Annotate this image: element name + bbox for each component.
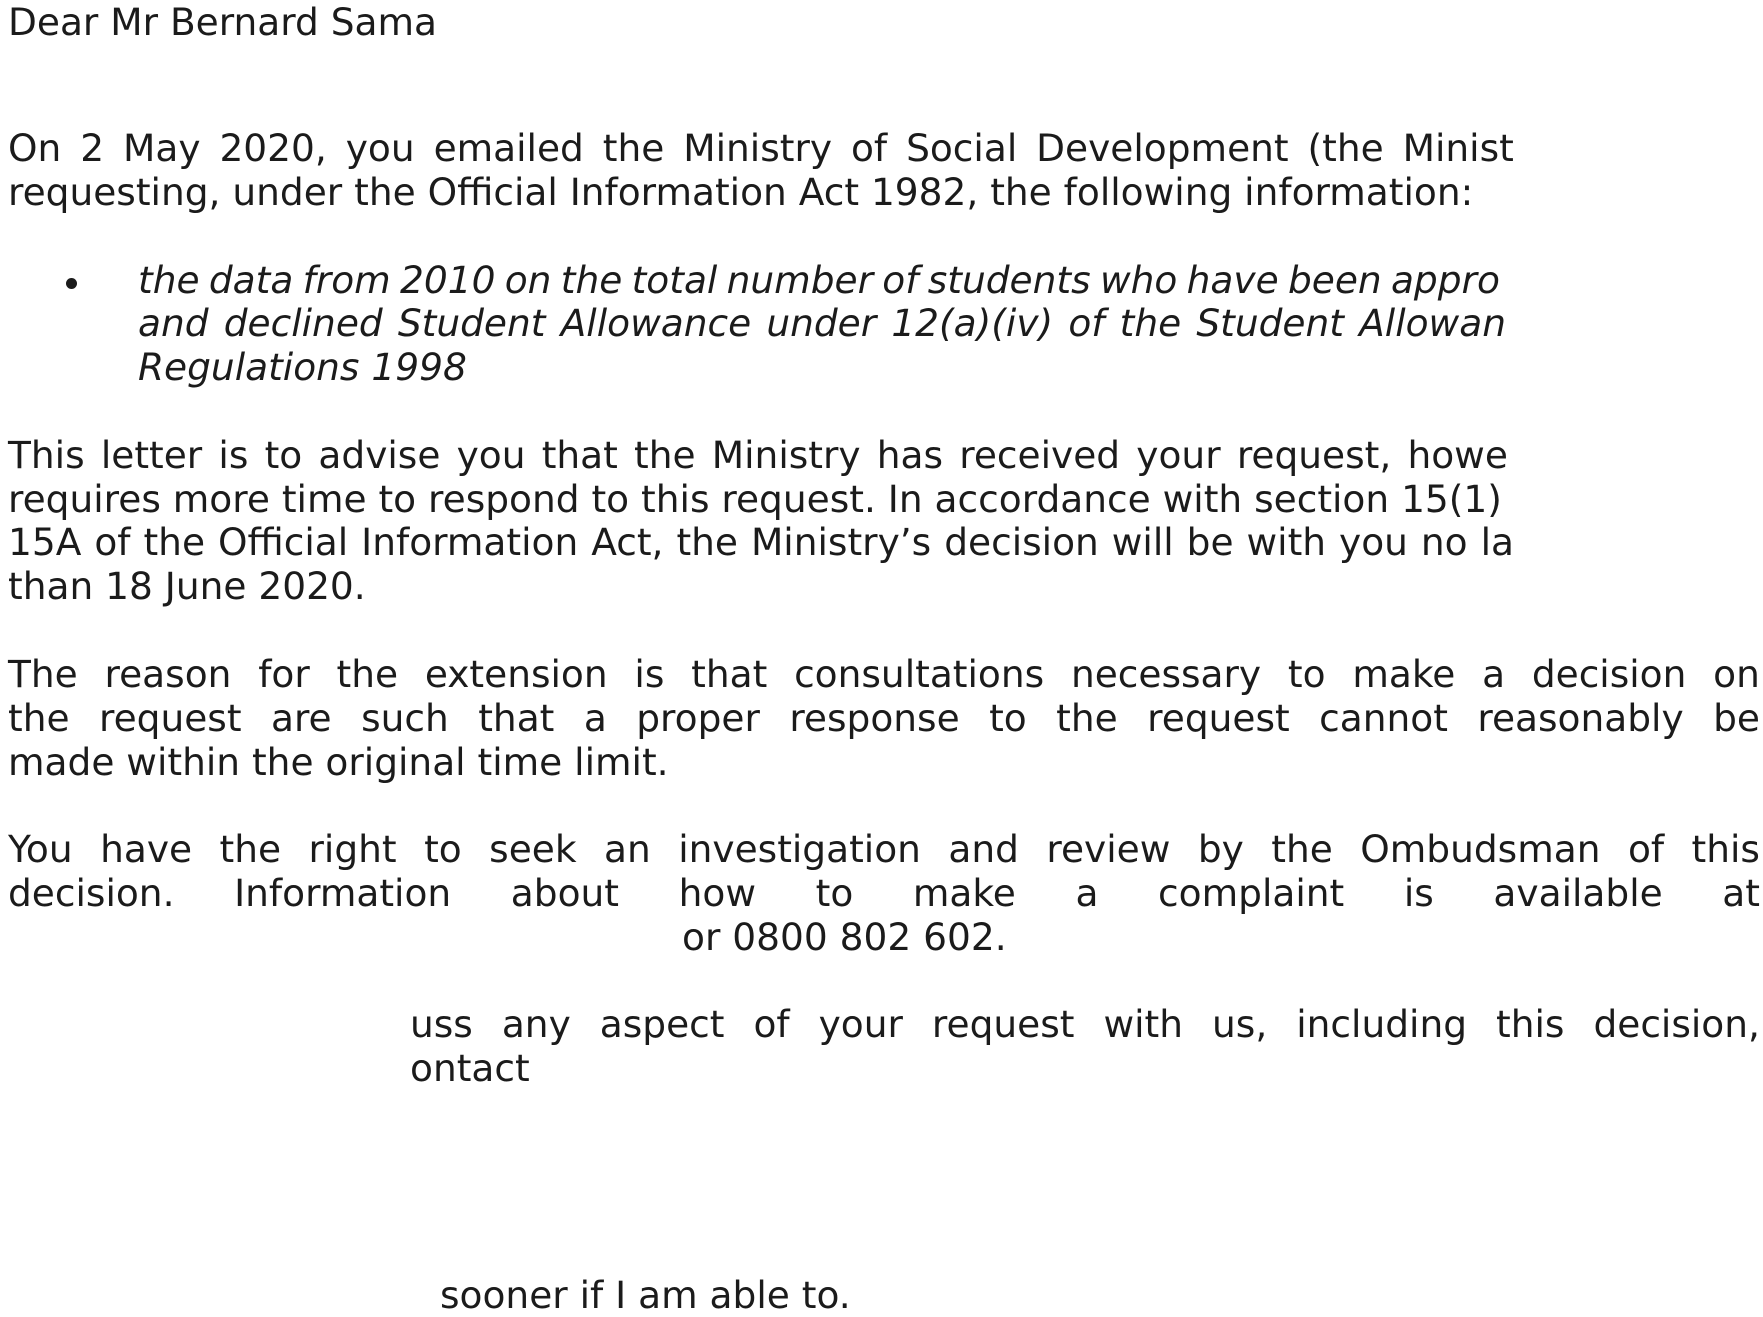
word: uss [410,1002,473,1046]
word: us, [1212,1002,1268,1046]
word: the [143,520,206,564]
word: of [753,1002,790,1046]
bullet-line3: Regulations 1998 [138,345,467,389]
closing-line: sooner if I am able to. [440,1273,851,1317]
word: to [989,696,1027,740]
word: Information [234,871,452,915]
word: advise [318,433,441,477]
word: howe [1407,433,1508,477]
word: will [1111,520,1174,564]
word: at [1722,871,1760,915]
word: to [424,827,462,871]
word: that [691,652,768,696]
word: a [1075,871,1099,915]
word: emailed [433,126,584,170]
para4-line2 [8,871,1760,915]
word: of [1068,301,1105,345]
word: Minist [1402,126,1514,170]
word: the [560,258,623,302]
para1-line2: requesting, under the Official Information Act 1982, the following information: [8,170,1474,214]
word: consultations [794,652,1045,696]
word: 2010 [400,258,496,302]
word: has [876,433,944,477]
word: make [912,871,1016,915]
word: total [631,258,718,302]
word: a [1482,652,1506,696]
word: the [336,652,399,696]
word: 15A [8,520,82,564]
word: Ministry’s [750,520,932,564]
word: including [1296,1002,1468,1046]
word: received [959,433,1121,477]
word: decision, [1593,1002,1760,1046]
word: the [138,258,200,302]
word: Ministry [683,126,833,170]
word: you [456,433,526,477]
word: your [818,1002,903,1046]
word: the [219,827,282,871]
word: Ministry [711,433,861,477]
word: the [1271,827,1333,871]
para3-line2 [8,696,1760,740]
para2-line3 [8,520,1514,564]
word: This [8,433,85,477]
para2-line2: requires more time to respond to this request. In accordance with section 15(1) [8,477,1502,521]
para1-line1 [8,126,1514,170]
word: declined [223,301,383,345]
word: investigation [678,827,921,871]
word: seek [489,827,577,871]
word: Allowance [560,301,752,345]
word: the [602,126,665,170]
word: who [1099,258,1178,302]
word: decision [944,520,1099,564]
para3-line1 [8,652,1760,696]
word: students [927,258,1091,302]
para4-line3: or 0800 802 602. [682,915,1007,959]
word: been [1287,258,1382,302]
word: to [815,871,854,915]
word: The [8,652,78,696]
word: is [634,652,665,696]
word: Ombudsman [1360,827,1601,871]
word: review [1046,827,1171,871]
word: reason [104,652,232,696]
word: On [8,126,62,170]
word: the [676,520,738,564]
para2-line1 [8,433,1508,477]
word: complaint [1158,871,1345,915]
word: that [541,433,618,477]
word: Official [217,520,349,564]
para3-line3: made within the original time limit. [8,740,669,784]
word: of [850,126,888,170]
word: any [501,1002,571,1046]
word: a [583,696,607,740]
word: request [1147,696,1290,740]
para5-line1 [410,1002,1760,1046]
word: be [1713,696,1760,740]
word: the [1119,301,1182,345]
word: decision. [8,871,175,915]
word: 2 [80,126,105,170]
word: be [1186,520,1234,564]
word: by [1197,827,1244,871]
word: necessary [1070,652,1262,696]
word: have [100,827,193,871]
word: have [1186,258,1279,302]
word: decision [1531,652,1687,696]
word: available [1493,871,1663,915]
word: how [678,871,756,915]
word: Development [1036,126,1289,170]
word: make [1352,652,1456,696]
word: Student [1196,301,1344,345]
word: on [504,258,552,302]
word: cannot [1319,696,1448,740]
word: Information [361,520,579,564]
word: with [1103,1002,1184,1046]
word: la [1480,520,1514,564]
word: for [258,652,310,696]
word: you [345,126,415,170]
word: an [604,827,651,871]
word: on [1713,652,1760,696]
word: number [726,258,873,302]
word: that [478,696,555,740]
bullet-icon [66,278,77,289]
para5-line2: ontact [410,1046,530,1090]
word: data [208,258,294,302]
bullet-line1 [138,258,1500,302]
word: Social [906,126,1018,170]
word: from [302,258,391,302]
para2-line4: than 18 June 2020. [8,564,366,608]
word: and [948,827,1019,871]
word: Act, [591,520,664,564]
word: the [8,696,70,740]
word: letter [100,433,203,477]
word: aspect [599,1002,725,1046]
word: proper [636,696,760,740]
word: such [361,696,449,740]
word: this [1496,1002,1565,1046]
word: is [218,433,249,477]
word: Allowan [1359,301,1506,345]
word: are [270,696,332,740]
para4-line1 [8,827,1760,871]
word: extension [424,652,608,696]
word: of [94,520,131,564]
word: 2020, [219,126,327,170]
word: about [510,871,619,915]
word: to [264,433,303,477]
word: May [123,126,201,170]
word: request, [1236,433,1392,477]
word: request [931,1002,1075,1046]
word: right [308,827,397,871]
word: with [1246,520,1327,564]
word: appro [1390,258,1500,302]
word: reasonably [1477,696,1684,740]
word: of [882,258,919,302]
word: the [1056,696,1118,740]
word: of [1627,827,1665,871]
word: request [98,696,242,740]
word: you [1339,520,1408,564]
salutation: Dear Mr Bernard Sama [8,0,438,44]
word: You [8,827,73,871]
word: no [1420,520,1468,564]
bullet-line2 [138,301,1506,345]
word: 12(a)(iv) [891,301,1054,345]
word: your [1136,433,1221,477]
word: is [1403,871,1434,915]
word: response [789,696,960,740]
word: and [138,301,209,345]
word: this [1691,827,1760,871]
word: the [634,433,696,477]
word: under [766,301,877,345]
word: to [1287,652,1326,696]
word: Student [397,301,546,345]
word: (the [1307,126,1384,170]
